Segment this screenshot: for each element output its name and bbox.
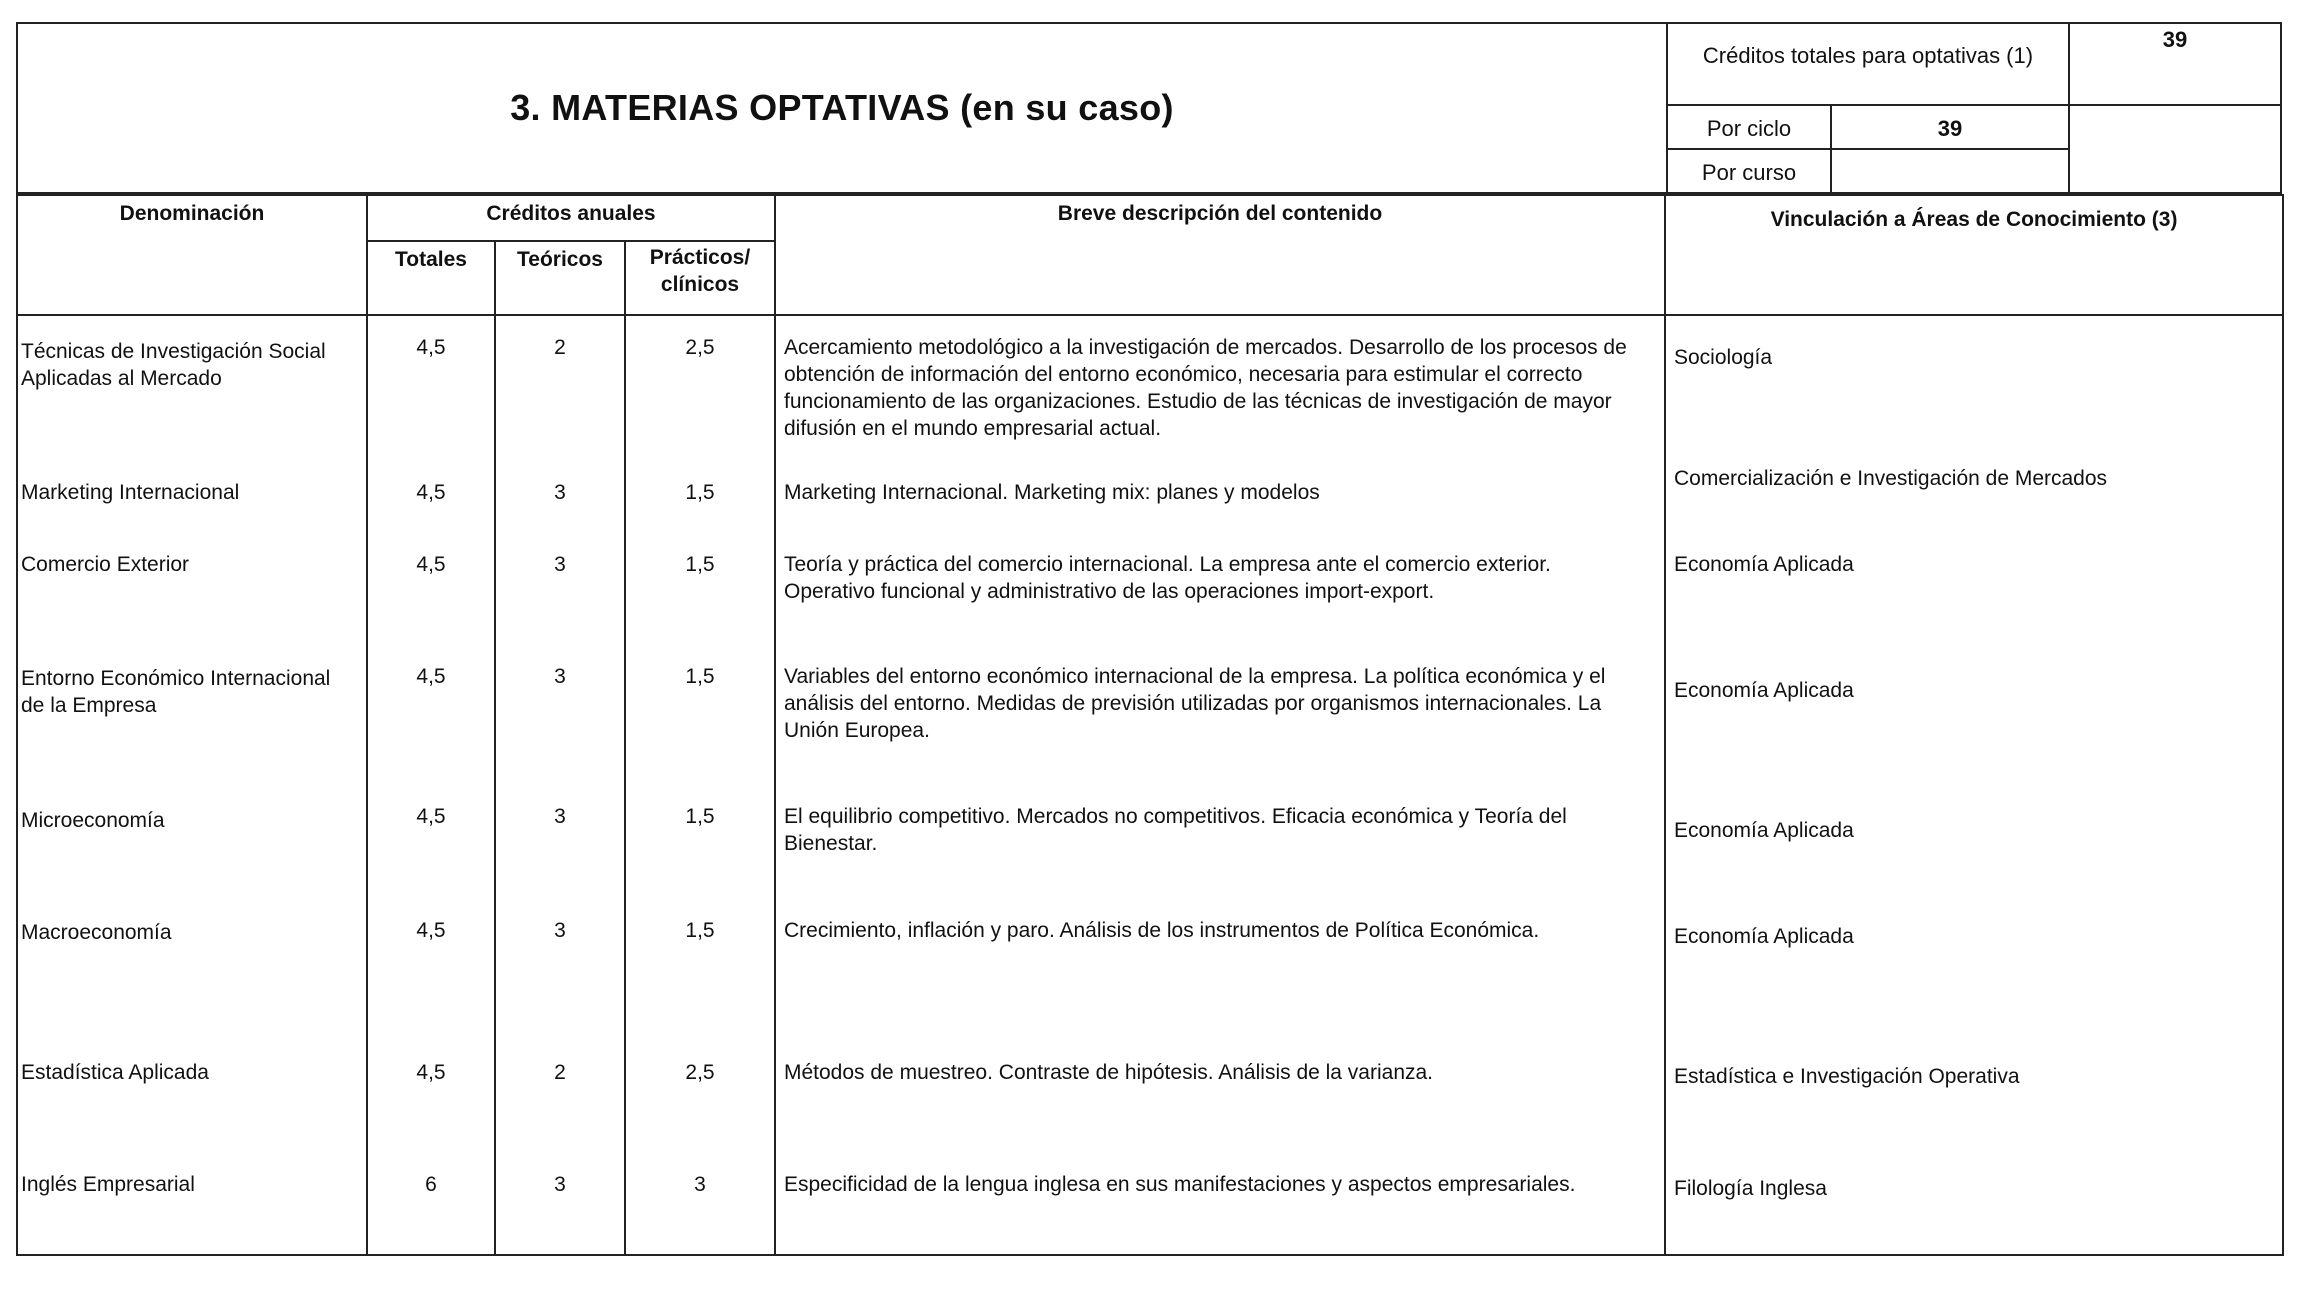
content-description: El equilibrio competitivo. Mercados no competitivos. Eficacia económica y Teoría del Bienestar. bbox=[775, 803, 1665, 917]
column-header-creditos-anuales: Créditos anuales bbox=[367, 195, 775, 241]
header-block bbox=[16, 22, 2282, 194]
subject-name: Macroeconomía bbox=[17, 917, 367, 1059]
knowledge-area: Estadística e Investigación Operativa bbox=[1665, 1059, 2283, 1171]
subject-name: Comercio Exterior bbox=[17, 551, 367, 663]
creditos-totales: 4,5 bbox=[367, 803, 495, 917]
creditos-totales: 4,5 bbox=[367, 479, 495, 551]
header-divider bbox=[1666, 148, 2070, 150]
creditos-totales-label: Créditos totales para optativas (1) bbox=[1702, 42, 2034, 68]
creditos-teoricos: 3 bbox=[495, 917, 625, 1059]
content-description: Métodos de muestreo. Contraste de hipótesis. Análisis de la varianza. bbox=[775, 1059, 1665, 1171]
page-title: 3. MATERIAS OPTATIVAS (en su caso) bbox=[510, 87, 1174, 128]
content-description: Teoría y práctica del comercio internacional. La empresa ante el comercio exterior. Operativo funcional y administrativo de las operaciones import-export. bbox=[775, 551, 1665, 663]
creditos-totales: 4,5 bbox=[367, 663, 495, 803]
knowledge-area: Economía Aplicada bbox=[1665, 803, 2283, 917]
subject-name: Marketing Internacional bbox=[17, 479, 367, 551]
content-description: Acercamiento metodológico a la investigación de mercados. Desarrollo de los procesos de obtención de información del entorno económico, necesaria para estimular el correcto funcionamiento de las organizaciones. Estudio de las técnicas de investigación de mayor difusión en el mundo empresarial actual. bbox=[775, 315, 1665, 479]
creditos-teoricos: 3 bbox=[495, 663, 625, 803]
document-sheet bbox=[16, 22, 2282, 1292]
table-row bbox=[17, 803, 2283, 917]
knowledge-area: Sociología bbox=[1665, 315, 2283, 479]
content-description: Especificidad de la lengua inglesa en sus manifestaciones y aspectos empresariales. bbox=[775, 1171, 1665, 1255]
creditos-practicos: 3 bbox=[625, 1171, 775, 1255]
creditos-teoricos: 3 bbox=[495, 551, 625, 663]
creditos-totales: 6 bbox=[367, 1171, 495, 1255]
header-divider bbox=[1666, 104, 2282, 106]
creditos-practicos: 2,5 bbox=[625, 1059, 775, 1171]
creditos-teoricos: 2 bbox=[495, 315, 625, 479]
creditos-practicos: 1,5 bbox=[625, 551, 775, 663]
creditos-teoricos: 3 bbox=[495, 803, 625, 917]
creditos-totales: 4,5 bbox=[367, 315, 495, 479]
table-row bbox=[17, 551, 2283, 663]
creditos-totales-value: 39 bbox=[2162, 26, 2188, 52]
knowledge-area: Comercialización e Investigación de Mercados bbox=[1665, 465, 2283, 537]
knowledge-area: Economía Aplicada bbox=[1665, 663, 2283, 803]
materias-optativas-table bbox=[16, 194, 2284, 1256]
creditos-practicos: 1,5 bbox=[625, 663, 775, 803]
subject-name: Técnicas de Investigación Social Aplicadas al Mercado bbox=[17, 315, 367, 479]
creditos-totales: 4,5 bbox=[367, 551, 495, 663]
creditos-teoricos: 3 bbox=[495, 1171, 625, 1255]
subject-name: Microeconomía bbox=[17, 803, 367, 917]
knowledge-area: Economía Aplicada bbox=[1665, 551, 2283, 663]
column-header-totales: Totales bbox=[367, 241, 495, 315]
content-description: Crecimiento, inflación y paro. Análisis de los instrumentos de Política Económica. bbox=[775, 917, 1665, 1059]
creditos-practicos: 1,5 bbox=[625, 917, 775, 1059]
subject-name: Inglés Empresarial bbox=[17, 1171, 367, 1255]
content-description: Marketing Internacional. Marketing mix: planes y modelos bbox=[775, 479, 1665, 551]
table-row bbox=[17, 1171, 2283, 1255]
table-row bbox=[17, 315, 2283, 479]
creditos-practicos: 2,5 bbox=[625, 315, 775, 479]
knowledge-area: Filología Inglesa bbox=[1665, 1171, 2283, 1255]
creditos-teoricos: 3 bbox=[495, 479, 625, 551]
creditos-practicos: 1,5 bbox=[625, 479, 775, 551]
column-header-vinculacion: Vinculación a Áreas de Conocimiento (3) bbox=[1665, 195, 2283, 315]
creditos-totales: 4,5 bbox=[367, 917, 495, 1059]
table-row bbox=[17, 663, 2283, 803]
por-curso-label: Por curso bbox=[1701, 159, 1797, 185]
subject-name: Entorno Económico Internacional de la Empresa bbox=[17, 663, 367, 803]
por-curso-value bbox=[1832, 152, 2068, 192]
column-header-descripcion: Breve descripción del contenido bbox=[775, 195, 1665, 315]
column-header-practicos: Prácticos/ clínicos bbox=[625, 241, 775, 315]
por-ciclo-label: Por ciclo bbox=[1706, 115, 1792, 141]
column-header-teoricos: Teóricos bbox=[495, 241, 625, 315]
creditos-practicos: 1,5 bbox=[625, 803, 775, 917]
por-ciclo-value: 39 bbox=[1937, 115, 1963, 141]
subject-name: Estadística Aplicada bbox=[17, 1059, 367, 1171]
table-row bbox=[17, 479, 2283, 551]
knowledge-area: Economía Aplicada bbox=[1665, 917, 2283, 1059]
column-header-denominacion: Denominación bbox=[17, 195, 367, 315]
creditos-teoricos: 2 bbox=[495, 1059, 625, 1171]
table-row bbox=[17, 917, 2283, 1059]
creditos-totales: 4,5 bbox=[367, 1059, 495, 1171]
table-row bbox=[17, 1059, 2283, 1171]
content-description: Variables del entorno económico internacional de la empresa. La política económica y el análisis del entorno. Medidas de previsión utilizadas por organismos internacionales. La Unión Europea. bbox=[775, 663, 1665, 803]
